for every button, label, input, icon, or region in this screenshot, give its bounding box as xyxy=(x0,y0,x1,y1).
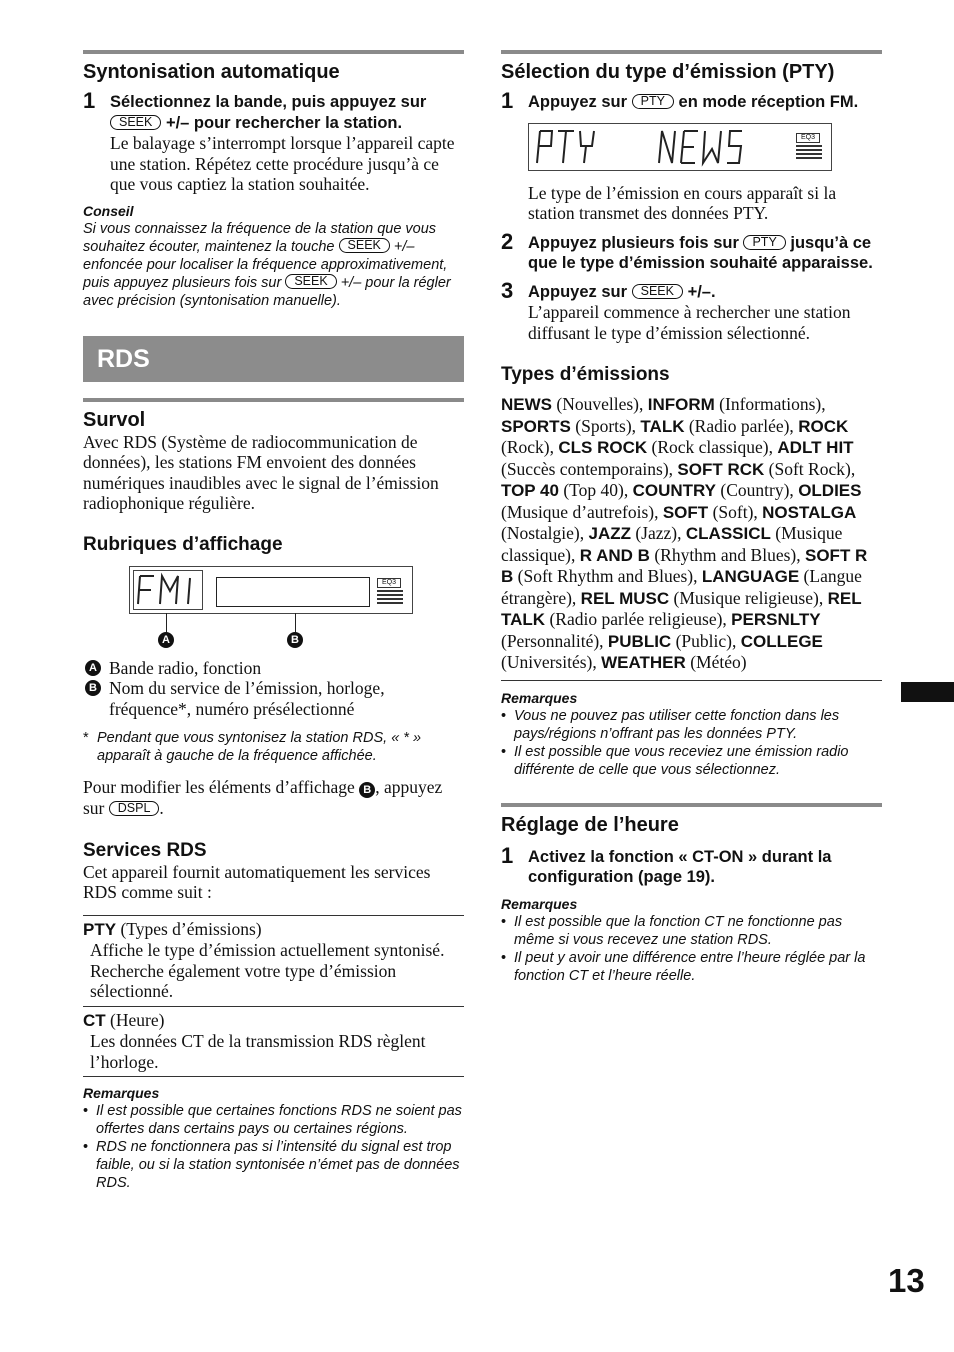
rds-banner: RDS xyxy=(83,336,464,382)
footnote-mark: * xyxy=(83,730,89,746)
pty-type-keyword: OLDIES xyxy=(798,481,862,500)
legend-text: Nom du service de l’émission, horloge, fréquence*, numéro présélectionné xyxy=(109,678,385,719)
callout-b-icon: B xyxy=(359,782,375,798)
pty-type-description: (Nouvelles), xyxy=(552,394,648,414)
footnote xyxy=(83,729,464,765)
tip-block xyxy=(83,202,464,310)
pty-type-keyword: LANGUAGE xyxy=(701,567,800,586)
legend-item-a xyxy=(83,658,464,679)
eq-bars xyxy=(796,145,822,161)
step-title xyxy=(528,233,882,274)
left-column xyxy=(83,50,464,1192)
step-number: 2 xyxy=(501,228,514,254)
pty-type-keyword: ADLT HIT xyxy=(777,438,854,457)
callout-a-icon: A xyxy=(158,632,174,648)
pty-button-label: PTY xyxy=(632,94,674,109)
callout-b-icon: B xyxy=(85,680,101,696)
tip-text-part: Si vous connaissez la fréquence de la station que vous souhaitez écouter, maintenez la touche xyxy=(83,220,437,255)
pty-type-description: (Universités), xyxy=(501,652,602,672)
notes-title: Remarques xyxy=(501,689,578,706)
step-text: Sélectionnez la bande, puis appuyez sur xyxy=(110,93,427,111)
pty-type-description: (Radio parlée), xyxy=(684,415,799,436)
modify-text: . xyxy=(159,798,164,818)
pty-type-description: (Jazz), xyxy=(630,523,686,543)
pty-type-keyword: COUNTRY xyxy=(632,481,717,500)
tip-text-part: +/– pour la régler avec précision (syntonisation manuelle). xyxy=(83,274,451,309)
legend-item-b xyxy=(83,678,464,719)
eq-label: EQ3 xyxy=(796,133,820,143)
notes-title: Remarques xyxy=(501,895,578,912)
pty-step-1 xyxy=(501,88,882,224)
auto-tuning-title: Syntonisation automatique xyxy=(83,61,340,83)
pty-type-description: (Succès contemporains), xyxy=(501,458,678,479)
page-number: 13 xyxy=(888,1262,925,1299)
note-item: • Il peut y avoir une différence entre l’heure réglée par la fonction CT et l’heure réelle. xyxy=(501,949,882,985)
pty-type-description: (Informations), xyxy=(714,394,826,414)
pty-type-keyword: CLASSICL xyxy=(685,524,771,543)
eq-icon xyxy=(377,578,407,606)
footnote-text: Pendant que vous syntonisez la station RDS, « * » apparaît à gauche de la fréquence affichée. xyxy=(97,730,422,764)
lcd-display xyxy=(129,566,413,614)
step-text: jusqu’à ce que le type d’émission souhaité apparaisse. xyxy=(528,233,873,272)
step-body: Le type de l’émission en cours apparaît si la station transmet des données PTY. xyxy=(528,182,837,223)
step-body: L’appareil commence à rechercher une station diffusant le type d’émission sélectionné. xyxy=(528,302,851,343)
service-pty xyxy=(83,916,464,1006)
callout-b-icon: B xyxy=(287,632,303,648)
auto-step-1 xyxy=(83,88,464,195)
step-number: 3 xyxy=(501,277,514,303)
separator xyxy=(83,1076,464,1077)
clock-step-1 xyxy=(501,842,882,888)
pty-type-description: (Soft), xyxy=(708,501,763,522)
service-desc: Affiche le type d’émission actuellement syntonisé. Recherche également votre type d’émission sélectionné. xyxy=(90,940,445,1001)
types-title: Types d’émissions xyxy=(501,364,670,385)
display-illustration xyxy=(129,566,429,654)
pty-lcd-display xyxy=(528,123,832,171)
section-rule xyxy=(83,398,464,402)
display-items-title: Rubriques d’affichage xyxy=(83,533,283,555)
eq-bars xyxy=(377,590,403,606)
pty-type-keyword: SOFT xyxy=(662,502,709,522)
section-rule xyxy=(501,803,882,807)
step-text: Appuyez sur xyxy=(528,93,628,111)
pty-type-keyword: JAZZ xyxy=(588,524,631,543)
dspl-button-label: DSPL xyxy=(109,801,160,816)
eq-label: EQ3 xyxy=(377,578,401,588)
clock-title: Réglage de l’heure xyxy=(501,813,679,836)
seek-button-label: SEEK xyxy=(632,284,683,299)
pty-type-keyword: PUBLIC xyxy=(607,631,672,651)
lcd-text: FM1 xyxy=(134,570,136,572)
separator xyxy=(501,680,882,681)
pty-type-keyword: SPORTS xyxy=(501,416,571,436)
service-keyword: PTY xyxy=(83,919,117,939)
tip-text xyxy=(83,220,464,310)
step-text: en mode réception FM. xyxy=(678,93,859,111)
pty-type-keyword: TOP 40 xyxy=(501,481,559,500)
pty-type-description: (Musique d’autrefois), xyxy=(501,501,663,522)
notes-list xyxy=(501,913,882,985)
pty-type-keyword: WEATHER xyxy=(601,653,686,672)
pty-type-keyword: INFORM xyxy=(647,395,715,414)
seek-button-label: SEEK xyxy=(110,115,161,130)
pty-type-description: (Top 40), xyxy=(558,480,633,500)
note-item: • Il est possible que vous receviez une émission radio différente de celle que vous sélectionnez. xyxy=(501,743,882,779)
service-name-segment xyxy=(216,577,370,607)
step-number: 1 xyxy=(501,88,514,113)
notes-title: Remarques xyxy=(83,1085,160,1101)
pty-type-description: (Musique religieuse), xyxy=(669,587,828,608)
services-intro: Cet appareil fournit automatiquement les services RDS comme suit : xyxy=(83,861,431,902)
modify-display-text xyxy=(83,777,464,819)
step-number: 1 xyxy=(501,842,514,868)
pty-type-keyword: TALK xyxy=(640,416,685,436)
pty-type-keyword: SOFT RCK xyxy=(677,459,765,479)
right-column xyxy=(501,50,882,985)
modify-text: , appuyez sur xyxy=(83,777,443,818)
service-label: (Heure) xyxy=(110,1009,165,1030)
survol-title: Survol xyxy=(83,408,146,431)
service-label: (Types d’émissions) xyxy=(120,918,262,939)
band-segment xyxy=(133,570,203,610)
pty-type-keyword: ROCK xyxy=(798,416,849,436)
notes-list xyxy=(83,1102,464,1192)
side-tab-marker xyxy=(901,682,954,702)
note-item: • Vous ne pouvez pas utiliser cette fonction dans les pays/régions n’offrant pas les données PTY. xyxy=(501,707,882,743)
lcd-text: PTY NEWS xyxy=(532,124,537,126)
seek-button-label: SEEK xyxy=(339,238,390,253)
pty-type-keyword: REL TALK xyxy=(501,588,862,629)
pty-type-keyword: COLLEGE xyxy=(740,631,823,651)
pty-type-keyword: PERSNLTY xyxy=(731,610,821,629)
step-title xyxy=(528,92,882,113)
seek-button-label: SEEK xyxy=(285,274,336,289)
step-title: Activez la fonction « CT-ON » durant la configuration (page 19). xyxy=(528,847,832,886)
step-text: Appuyez plusieurs fois sur xyxy=(528,233,739,252)
pty-type-description: (Public), xyxy=(671,630,741,651)
pty-type-description: (Soft Rock), xyxy=(764,458,856,479)
pty-type-description: (Rock), xyxy=(501,437,559,457)
pty-type-keyword: R AND B xyxy=(579,545,650,565)
pty-type-description: (Rock classique), xyxy=(647,437,778,457)
pty-type-description: (Langue étrangère), xyxy=(501,566,862,608)
service-ct xyxy=(83,1007,464,1077)
service-desc: Les données CT de la transmission RDS règlent l’horloge. xyxy=(90,1031,426,1072)
step-text: Appuyez sur xyxy=(528,282,628,301)
step-body: Le balayage s’interrompt lorsque l’appareil capte une station. Répétez cette procédure jusqu’à ce que vous captiez la station souhaitée. xyxy=(110,133,455,194)
pty-type-description: (Rhythm and Blues), xyxy=(649,544,805,565)
pty-type-description: (Météo) xyxy=(685,652,747,672)
pty-type-description: (Musique classique), xyxy=(501,523,843,565)
pty-type-keyword: REL MUSC xyxy=(580,588,670,608)
pty-type-description: (Nostalgie), xyxy=(501,523,589,543)
eq-icon xyxy=(796,133,826,163)
pty-news-lcd-icon xyxy=(532,125,792,169)
pty-type-description: (Sports), xyxy=(570,415,641,436)
pty-step-3 xyxy=(501,277,882,344)
modify-text: Pour modifier les éléments d’affichage xyxy=(83,777,355,797)
pty-type-description: (Personnalité), xyxy=(501,630,608,651)
pty-type-description: (Country), xyxy=(716,480,799,500)
section-rule xyxy=(501,50,882,54)
tip-text-part: +/– enfoncée pour localiser la fréquence approximativement, puis appuyez plusieurs fois sur xyxy=(83,238,448,291)
pty-type-description: (Radio parlée religieuse), xyxy=(545,609,732,629)
services-title: Services RDS xyxy=(83,839,207,861)
note-item: • Il est possible que la fonction CT ne fonctionne pas même si vous recevez une station RDS. xyxy=(501,913,882,949)
step-title xyxy=(110,92,464,133)
types-list xyxy=(501,394,882,674)
callout-a-icon: A xyxy=(85,660,101,676)
pty-type-keyword: NOSTALGA xyxy=(762,502,857,522)
pty-type-description: (Soft Rhythm and Blues), xyxy=(513,566,702,586)
step-text: +/– pour rechercher la station. xyxy=(165,113,403,132)
legend-text: Bande radio, fonction xyxy=(109,657,262,678)
step-title xyxy=(528,282,882,303)
pty-title: Sélection du type d’émission (PTY) xyxy=(501,61,835,83)
section-rule xyxy=(83,50,464,54)
note-item: • RDS ne fonctionnera pas si l’intensité du signal est trop faible, ou si la station syntonisée n’émet pas de données RDS. xyxy=(83,1138,464,1192)
step-number: 1 xyxy=(83,88,96,113)
fm1-lcd-icon xyxy=(134,571,202,609)
pty-step-2 xyxy=(501,228,882,274)
pty-button-label: PTY xyxy=(743,235,785,250)
pty-type-keyword: NEWS xyxy=(501,395,552,414)
service-keyword: CT xyxy=(83,1010,106,1030)
notes-list xyxy=(501,707,882,779)
pty-type-keyword: CLS ROCK xyxy=(558,438,648,457)
note-item: • Il est possible que certaines fonctions RDS ne soient pas offertes dans certains pays ou certaines régions. xyxy=(83,1102,464,1138)
pty-type-keyword: SOFT R B xyxy=(501,545,868,586)
survol-body: Avec RDS (Système de radiocommunication de données), les stations FM envoient des données numériques inaudibles avec le signal de l’émission radiophonique régulière. xyxy=(83,431,439,513)
step-text: +/–. xyxy=(687,282,716,301)
tip-title: Conseil xyxy=(83,202,134,219)
